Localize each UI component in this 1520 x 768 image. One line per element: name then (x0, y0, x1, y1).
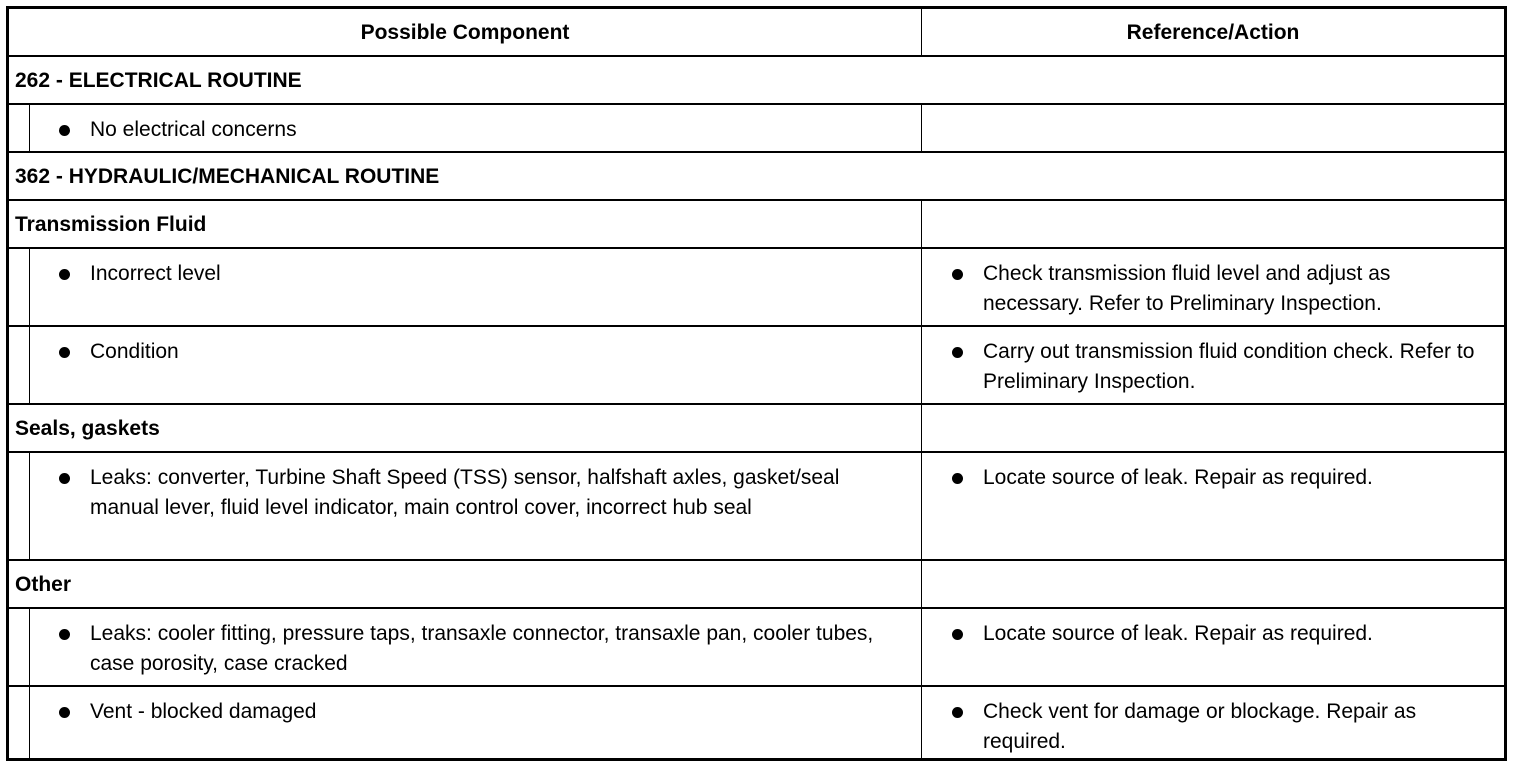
table-row (9, 451, 1504, 559)
table-row (9, 325, 1504, 403)
action-text: Carry out transmission fluid condition check. Refer to Preliminary Inspection. (983, 340, 1475, 393)
group-row-other (9, 559, 1504, 607)
table-row (9, 685, 1504, 758)
bullet-icon (59, 473, 70, 484)
component-cell (9, 453, 922, 559)
action-cell (922, 687, 1504, 758)
table-row (9, 247, 1504, 325)
bullet-icon (952, 707, 963, 718)
action-cell (922, 327, 1504, 403)
action-text: Locate source of leak. Repair as required. (983, 622, 1373, 645)
component-cell (9, 249, 922, 325)
action-cell (922, 609, 1504, 685)
action-text: Locate source of leak. Repair as required. (983, 466, 1373, 489)
table-header-row (9, 9, 1504, 55)
action-text: Check vent for damage or blockage. Repair as required. (983, 700, 1417, 753)
group-cell (9, 405, 922, 451)
group-cell (9, 561, 922, 607)
action-cell (922, 405, 1504, 451)
action-cell (922, 561, 1504, 607)
group-cell (9, 201, 922, 247)
action-cell (922, 453, 1504, 559)
table-row (9, 103, 1504, 151)
component-text: No electrical concerns (90, 118, 297, 141)
group-other-title: Other (15, 573, 72, 596)
bullet-icon (952, 473, 963, 484)
component-cell (9, 105, 922, 151)
section-row-hydraulic (9, 151, 1504, 199)
action-cell (922, 249, 1504, 325)
component-text: Leaks: cooler fitting, pressure taps, transaxle connector, transaxle pan, cooler tubes, case porosity, case cracked (90, 622, 874, 675)
component-text: Vent - blocked damaged (90, 700, 317, 723)
component-cell (9, 609, 922, 685)
bullet-icon (952, 269, 963, 280)
action-text: Check transmission fluid level and adjust as necessary. Refer to Preliminary Inspection. (983, 262, 1391, 315)
section-hydraulic-title: 362 - HYDRAULIC/MECHANICAL ROUTINE (15, 165, 440, 188)
group-fluid-title: Transmission Fluid (15, 213, 207, 236)
group-row-seals (9, 403, 1504, 451)
table-row (9, 607, 1504, 685)
header-cell-action (922, 9, 1504, 55)
action-cell (922, 201, 1504, 247)
section-row-electrical (9, 55, 1504, 103)
bullet-icon (59, 347, 70, 358)
bullet-icon (59, 629, 70, 640)
group-row-fluid (9, 199, 1504, 247)
header-component: Possible Component (360, 21, 570, 44)
component-cell (9, 687, 922, 758)
bullet-icon (59, 707, 70, 718)
header-cell-component (9, 9, 922, 55)
component-text: Condition (90, 340, 179, 363)
bullet-icon (59, 125, 70, 136)
group-seals-title: Seals, gaskets (15, 417, 160, 440)
header-action: Reference/Action (1126, 21, 1300, 44)
action-cell (922, 105, 1504, 151)
bullet-icon (952, 347, 963, 358)
bullet-icon (952, 629, 963, 640)
component-cell (9, 327, 922, 403)
section-electrical-title: 262 - ELECTRICAL ROUTINE (15, 69, 302, 92)
section-cell (9, 57, 1504, 103)
component-text: Leaks: converter, Turbine Shaft Speed (TSS) sensor, halfshaft axles, gasket/seal manual lever, fluid level indicator, main control cover, incorrect hub seal (90, 466, 840, 519)
diagnostic-table (6, 6, 1507, 761)
section-cell (9, 153, 1504, 199)
bullet-icon (59, 269, 70, 280)
component-text: Incorrect level (90, 262, 221, 285)
